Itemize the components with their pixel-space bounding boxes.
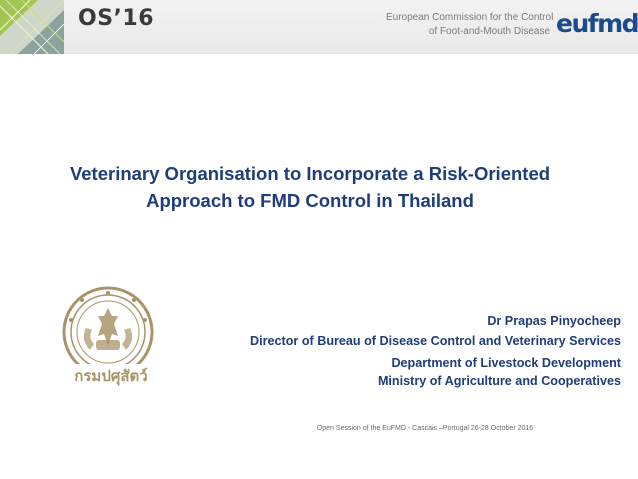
- organisation-name: [386, 11, 554, 39]
- corner-decoration-graphic: [0, 0, 64, 54]
- header-banner: [0, 0, 638, 54]
- footer-event-info: Open Session of the EuFMD - Cascais –Portugal 26-28 October 2016: [316, 425, 534, 432]
- presenter-details: [161, 313, 621, 389]
- department-of-livestock-development-seal-icon: [52, 284, 168, 394]
- organisation-name-line-2: of Foot-and-Mouth Disease: [428, 26, 550, 37]
- presenter-name: Dr Prapas Pinyocheep: [487, 314, 621, 328]
- seal-text: กรมปศุสัตว์: [74, 367, 148, 385]
- presenter-role: Director of Bureau of Disease Control and Veterinary Services: [250, 334, 621, 348]
- organisation-name-line-1: European Commission for the Control: [386, 12, 554, 23]
- title-line-1: Veterinary Organisation to Incorporate a Risk-Oriented: [69, 163, 551, 184]
- presenter-department: Department of Livestock Development: [391, 356, 621, 370]
- event-label: OS’16: [78, 6, 155, 31]
- title-line-2: Approach to FMD Control in Thailand: [146, 190, 474, 211]
- presentation-title: [30, 160, 590, 214]
- eufmd-logo: eufmd: [556, 9, 638, 38]
- presenter-ministry: Ministry of Agriculture and Cooperatives: [377, 374, 621, 388]
